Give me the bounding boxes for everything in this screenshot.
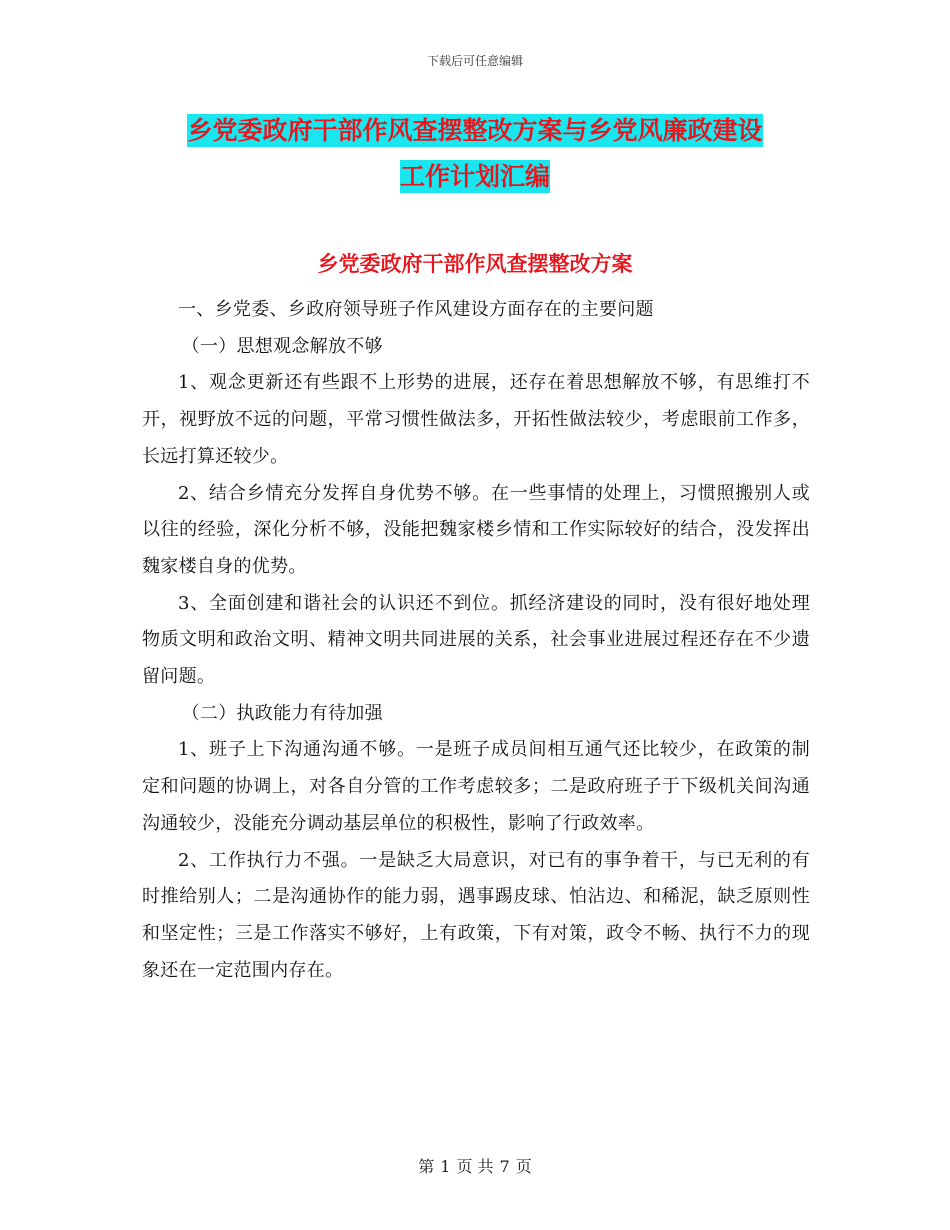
paragraph: 2、结合乡情充分发挥自身优势不够。在一些事情的处理上，习惯照搬别人或以往的经验，深化分析不够，没能把魏家楼乡情和工作实际较好的结合，没发挥出魏家楼自身的优势。	[142, 482, 810, 577]
paragraph: 2、工作执行力不强。一是缺乏大局意识，对已有的事争着干，与已无利的有时推给别人；二是沟通协作的能力弱，遇事踢皮球、怕沾边、和稀泥，缺乏原则性和坚定性；三是工作落实不够好，上有政策，下有对策，政令不畅、执行不力的现象还在一定范围内存在。	[142, 849, 810, 981]
paragraph: 1、班子上下沟通沟通不够。一是班子成员间相互通气还比较少，在政策的制定和问题的协调上，对各自分管的工作考虑较多；二是政府班子于下级机关间沟通沟通较少，没能充分调动基层单位的积极性，影响了行政效率。	[142, 739, 810, 834]
page-footer	[0, 1154, 950, 1177]
paragraph: 1、观念更新还有些跟不上形势的进展，还存在着思想解放不够，有思维打不开，视野放不远的问题，平常习惯性做法多，开拓性做法较少，考虑眼前工作多，长远打算还较少。	[142, 372, 810, 467]
heading-level-2: （一）思想观念解放不够	[181, 335, 383, 357]
page-mid: 页 共	[456, 1157, 494, 1176]
heading-level-2: （二）执政能力有待加强	[181, 702, 383, 724]
heading-level-1: 一、乡党委、乡政府领导班子作风建设方面存在的主要问题	[178, 299, 654, 320]
page-suffix: 页	[515, 1157, 532, 1176]
title-line-2: 工作计划汇编	[399, 162, 550, 191]
page-prefix: 第	[418, 1157, 435, 1176]
document-body	[142, 292, 810, 989]
paragraph: 3、全面创建和谐社会的认识还不到位。抓经济建设的同时，没有很好地处理物质文明和政治文明、精神文明共同进展的关系，社会事业进展过程还存在不少遗留问题。	[142, 592, 810, 688]
document-title	[140, 108, 810, 200]
page-number: 1	[440, 1157, 451, 1176]
section-title: 乡党委政府干部作风查摆整改方案	[317, 252, 633, 276]
page-header: 下载后可任意编辑	[426, 54, 523, 68]
page-total: 7	[499, 1157, 510, 1176]
title-line-1: 乡党委政府干部作风查摆整改方案与乡党风廉政建设	[187, 116, 763, 145]
